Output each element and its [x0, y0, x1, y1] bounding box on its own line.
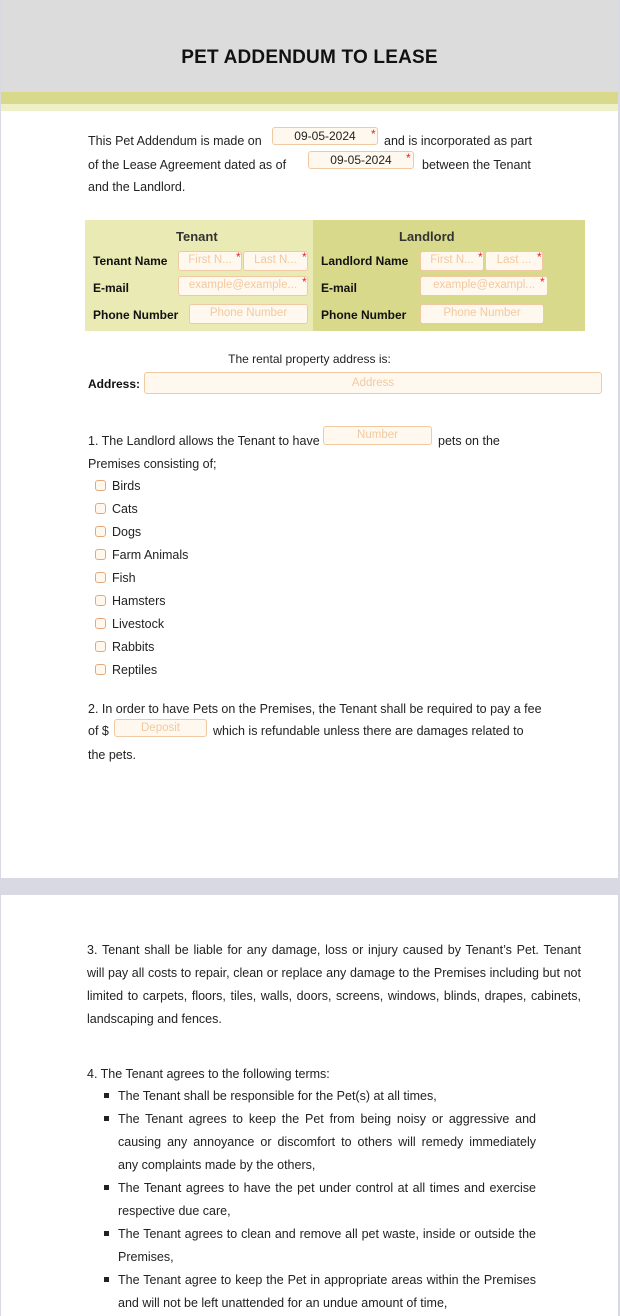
- lease-date-input[interactable]: 09-05-2024: [308, 151, 414, 169]
- pet-checkbox-label: Fish: [112, 571, 136, 585]
- pet-checkbox-label: Hamsters: [112, 594, 166, 608]
- required-marker: *: [236, 250, 241, 264]
- clause4-terms-list: [100, 1085, 536, 1315]
- landlord-phone-label: Phone Number: [321, 308, 407, 322]
- pet-checkbox-label: Livestock: [112, 617, 165, 631]
- pet-checkbox[interactable]: [95, 572, 106, 583]
- clause1-text-2: pets on the: [438, 434, 500, 448]
- pet-checkbox[interactable]: [95, 503, 106, 514]
- address-label: Address:: [88, 377, 141, 391]
- pet-count-input[interactable]: Number: [323, 426, 432, 445]
- intro-text-5: and the Landlord.: [88, 180, 186, 194]
- intro-text-2: and is incorporated as part: [384, 134, 533, 148]
- clause2-text-1: 2. In order to have Pets on the Premises, the Tenant shall be required to pay a fee: [88, 702, 542, 716]
- required-marker: *: [537, 250, 542, 264]
- intro-text-1: This Pet Addendum is made on: [88, 134, 262, 148]
- pet-checkbox[interactable]: [95, 664, 106, 675]
- pet-checkbox[interactable]: [95, 526, 106, 537]
- landlord-heading: Landlord: [399, 229, 455, 244]
- clause3-text: 3. Tenant shall be liable for any damage, loss or injury caused by Tenant’s Pet. Tenant will pay all costs to repair, clean or replace any damage to the Premises including but not limited to carpets, floors, tiles, walls, doors, screens, windows, blinds, drapes, cabinets, landscaping and fences.: [87, 943, 581, 1026]
- pet-checkbox[interactable]: [95, 549, 106, 560]
- term-list-item: The Tenant agrees to keep the Pet from being noisy or aggressive and causing any annoyance or discomfort to others will remedy immediately any complaints made by the others,: [100, 1108, 536, 1177]
- tenant-phone-input[interactable]: Phone Number: [189, 304, 308, 324]
- clause1-text-1: 1. The Landlord allows the Tenant to have: [88, 434, 320, 448]
- header-band-light: [1, 104, 618, 111]
- address-caption: The rental property address is:: [228, 352, 391, 366]
- tenant-last-name-input[interactable]: Last N...: [243, 251, 308, 271]
- addendum-date-input[interactable]: 09-05-2024: [272, 127, 378, 145]
- required-marker: *: [478, 250, 483, 264]
- pet-checkbox-label: Dogs: [112, 525, 142, 539]
- title-header: [1, 0, 618, 92]
- pet-checkbox[interactable]: [95, 618, 106, 629]
- document-title: PET ADDENDUM TO LEASE: [181, 47, 438, 68]
- tenant-heading: Tenant: [176, 229, 218, 244]
- term-list-item: The Tenant agrees to have the pet under control at all times and exercise respective due care,: [100, 1177, 536, 1223]
- pet-checkbox-label: Birds: [112, 479, 141, 493]
- required-marker: *: [371, 127, 376, 141]
- pet-checkbox-label: Farm Animals: [112, 548, 189, 562]
- clause2-text-2: of $: [88, 724, 109, 738]
- pet-checkbox-label: Reptiles: [112, 663, 158, 677]
- term-list-item: The Tenant agrees to clean and remove all pet waste, inside or outside the Premises,: [100, 1223, 536, 1269]
- landlord-phone-input[interactable]: Phone Number: [420, 304, 544, 324]
- term-list-item: The Tenant agree to keep the Pet in appropriate areas within the Premises and will not be left unattended for an undue amount of time,: [100, 1269, 536, 1315]
- header-band: [1, 92, 618, 104]
- required-marker: *: [406, 151, 411, 165]
- tenant-email-label: E-mail: [93, 281, 130, 295]
- clause2-text-3: which is refundable unless there are damages related to: [213, 724, 524, 738]
- document-page-1: [1, 0, 618, 878]
- clause2-text-4: the pets.: [88, 748, 136, 762]
- required-marker: *: [540, 275, 545, 289]
- required-marker: *: [302, 275, 307, 289]
- pet-checkbox[interactable]: [95, 595, 106, 606]
- intro-text-3: of the Lease Agreement dated as of: [88, 158, 287, 172]
- intro-text-4: between the Tenant: [422, 158, 531, 172]
- clause1-text-3: Premises consisting of;: [88, 457, 217, 471]
- landlord-first-name-input[interactable]: First N...: [420, 251, 484, 271]
- address-input[interactable]: Address: [144, 372, 602, 394]
- term-list-item: The Tenant shall be responsible for the Pet(s) at all times,: [100, 1085, 536, 1108]
- tenant-phone-label: Phone Number: [93, 308, 179, 322]
- pet-checkbox-label: Rabbits: [112, 640, 155, 654]
- deposit-input[interactable]: Deposit: [114, 719, 207, 737]
- landlord-last-name-input[interactable]: Last ...: [485, 251, 543, 271]
- landlord-email-label: E-mail: [321, 281, 358, 295]
- clause4-intro: 4. The Tenant agrees to the following terms:: [87, 1067, 330, 1081]
- pet-checkbox[interactable]: [95, 480, 106, 491]
- landlord-email-input[interactable]: example@exampl...: [420, 276, 548, 296]
- landlord-name-label: Landlord Name: [321, 254, 409, 268]
- tenant-name-label: Tenant Name: [93, 254, 168, 268]
- tenant-first-name-input[interactable]: First N...: [178, 251, 242, 271]
- parties-table: [85, 220, 585, 331]
- tenant-email-input[interactable]: example@example...: [178, 276, 308, 296]
- pet-checkbox[interactable]: [95, 641, 106, 652]
- required-marker: *: [302, 250, 307, 264]
- pet-checkbox-label: Cats: [112, 502, 138, 516]
